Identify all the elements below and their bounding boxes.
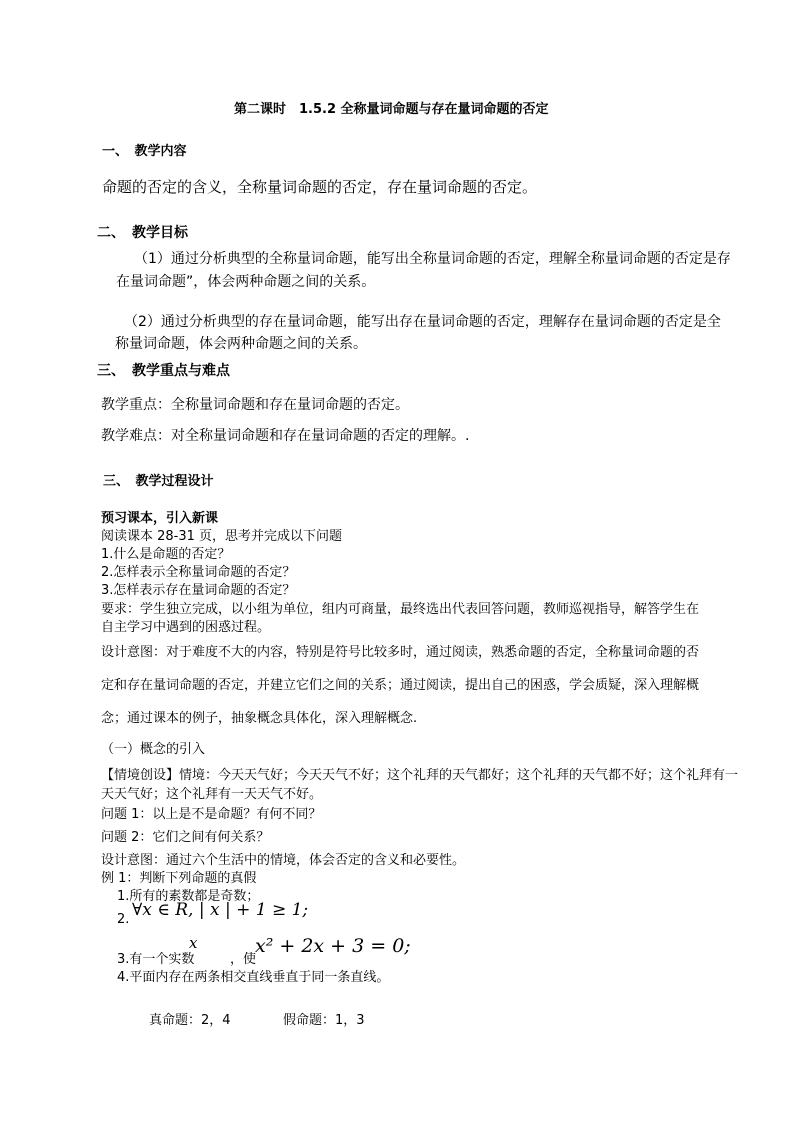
goal-1-line-1: （1）通过分析典型的全称量词命题，能写出全称量词命题的否定，理解全称量词命题的否定是存 [134, 251, 731, 267]
example-item-3-mid: ，使 [230, 952, 257, 967]
goal-2-line-2: 称量词命题，体会两种命题之间的关系。 [115, 336, 367, 352]
preview-line: 3.怎样表示存在量词命题的否定？ [101, 583, 296, 598]
concept-heading: （一）概念的引入 [101, 742, 206, 757]
concept-line: 问题 1：以上是不是命题？有何不同？ [101, 807, 322, 822]
example-item-1: 1.所有的素数都是奇数； [117, 889, 260, 904]
goal-1-line-2: 在量词命题”，体会两种命题之间的关系。 [116, 274, 376, 290]
preview-line: 阅读课本 28-31 页，思考并完成以下问题 [101, 529, 343, 544]
preview-line: 2.怎样表示全称量词命题的否定？ [101, 565, 296, 580]
concept-line: 例 1：判断下列命题的真假 [101, 871, 257, 886]
preview-line: 自主学习中遇到的困惑过程。 [101, 620, 271, 635]
difficulty-point: 教学难点：对全称量词命题和存在量词命题的否定的理解。. [101, 428, 470, 444]
preview-line: 要求：学生独立完成，以小组为单位，组内可商量，最终选出代表回答问题，教师巡视指导，解答学生在 [101, 602, 700, 617]
concept-line: 问题 2：它们之间有何关系？ [101, 830, 270, 845]
design-intent-line: 念；通过课本的例子，抽象概念具体化，深入理解概念. [101, 711, 418, 726]
example-item-4: 4.平面内存在两条相交直线垂直于同一条直线。 [117, 970, 390, 985]
goal-2-line-1: （2）通过分析典型的存在量词命题，能写出存在量词命题的否定，理解存在量词命题的否定是全 [124, 314, 721, 330]
section-2-heading: 二、 教学目标 [97, 225, 188, 241]
design-intent-line: 设计意图：对于难度不大的内容，特别是符号比较多时，通过阅读，熟悉命题的否定，全称量词命题的否 [101, 645, 700, 660]
preview-line: 1.什么是命题的否定？ [101, 547, 231, 562]
example-item-3-variable: x [189, 934, 198, 952]
preview-heading: 预习课本，引入新课 [101, 511, 219, 526]
example-item-3-formula: x² + 2x + 3 = 0; [255, 935, 411, 957]
section-1-text: 命题的否定的含义，全称量词命题的否定，存在量词命题的否定。 [102, 178, 538, 196]
concept-line: 设计意图：通过六个生活中的情境，体会否定的含义和必要性。 [101, 853, 466, 868]
page-title: 第二课时 1.5.2 全称量词命题与存在量词命题的否定 [234, 102, 549, 117]
true-propositions: 真命题：2，4 [149, 1013, 231, 1028]
example-item-2-formula: ∀x ∈ R, | x | + 1 ≥ 1; [132, 900, 309, 920]
false-propositions: 假命题：1，3 [283, 1013, 365, 1028]
concept-line: 【情境创设】情境：今天天气好；今天天气不好；这个礼拜的天气都好；这个礼拜的天气都不好；这个礼拜有一 [101, 768, 739, 783]
section-3-heading: 三、 教学重点与难点 [97, 363, 230, 379]
example-item-3-text: 3.有一个实数 [117, 952, 195, 967]
example-item-2-number: 2. [117, 912, 130, 927]
section-4-heading: 三、 教学过程设计 [103, 474, 214, 489]
concept-line: 天天气好；这个礼拜有一天天气不好。 [101, 787, 323, 802]
design-intent-line: 定和存在量词命题的否定，并建立它们之间的关系；通过阅读，提出自己的困惑，学会质疑，深入理解概 [101, 678, 700, 693]
section-1-heading: 一、 教学内容 [102, 144, 187, 159]
key-point: 教学重点：全称量词命题和存在量词命题的否定。 [101, 397, 409, 413]
